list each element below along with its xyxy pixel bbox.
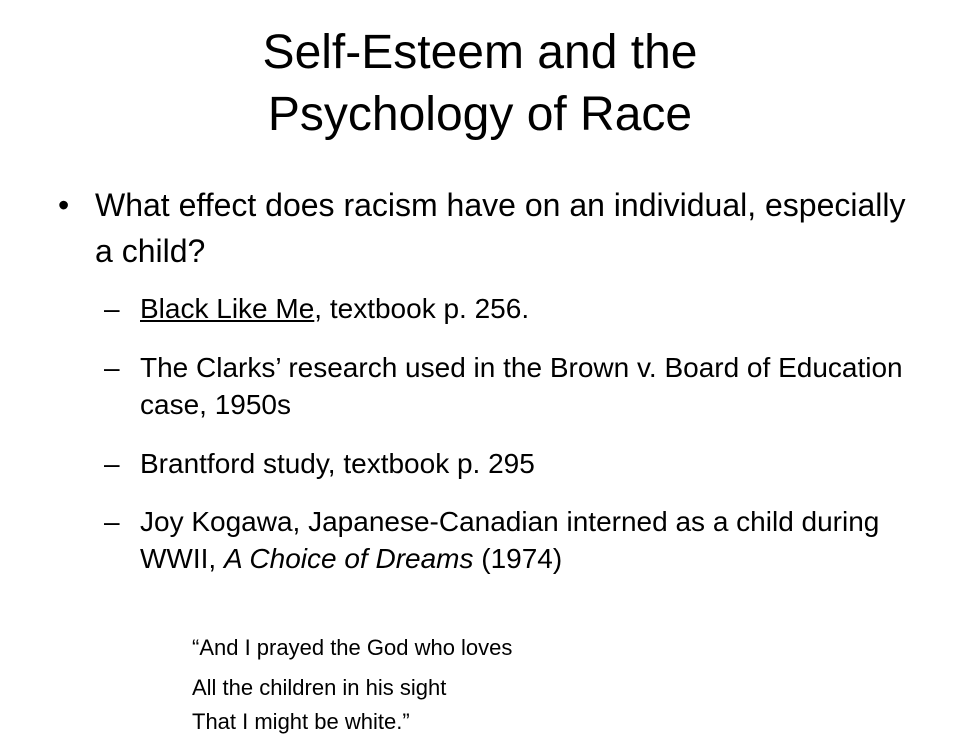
sub-bullet-text: Brantford study, textbook p. 295 (140, 448, 535, 479)
book-title-black-like-me: Black Like Me (140, 293, 315, 324)
sub-bullet-marker: – (104, 293, 120, 324)
sub-bullet-text-pre: Joy Kogawa, Japanese-Canadian interned as a child during WWII, (140, 506, 880, 574)
poem-line-1: “And I prayed the God who loves (192, 635, 513, 660)
sub-bullet-marker: – (104, 506, 120, 537)
sub-bullet-text-rest: , textbook p. 256. (314, 293, 530, 324)
sub-bullet-joy-kogawa (104, 503, 934, 577)
slide-title-line-2: Psychology of Race (267, 88, 693, 141)
main-bullet (58, 182, 918, 274)
sub-bullet-text-post: (1974) (473, 543, 563, 574)
slide-title (0, 22, 960, 146)
sub-bullet-marker: – (104, 352, 120, 383)
sub-bullet-text (140, 290, 934, 327)
book-title-choice-of-dreams: A Choice of Dreams (223, 543, 474, 574)
bullet-marker: • (58, 187, 70, 223)
sub-bullet-brantford-study (104, 445, 934, 482)
slide-title-line-1: Self-Esteem and the (262, 26, 698, 79)
sub-bullet-black-like-me (104, 290, 934, 327)
poem-line-2: All the children in his sight (192, 675, 447, 700)
poem-line-3: That I might be white.” (192, 709, 410, 734)
sub-bullet-clarks-research (104, 349, 934, 423)
sub-bullet-text (140, 503, 934, 577)
main-bullet-text: What effect does racism have on an individual, especially a child? (95, 187, 906, 269)
sub-bullet-text: The Clarks’ research used in the Brown v. Board of Education case, 1950s (140, 352, 903, 420)
sub-bullet-marker: – (104, 448, 120, 479)
